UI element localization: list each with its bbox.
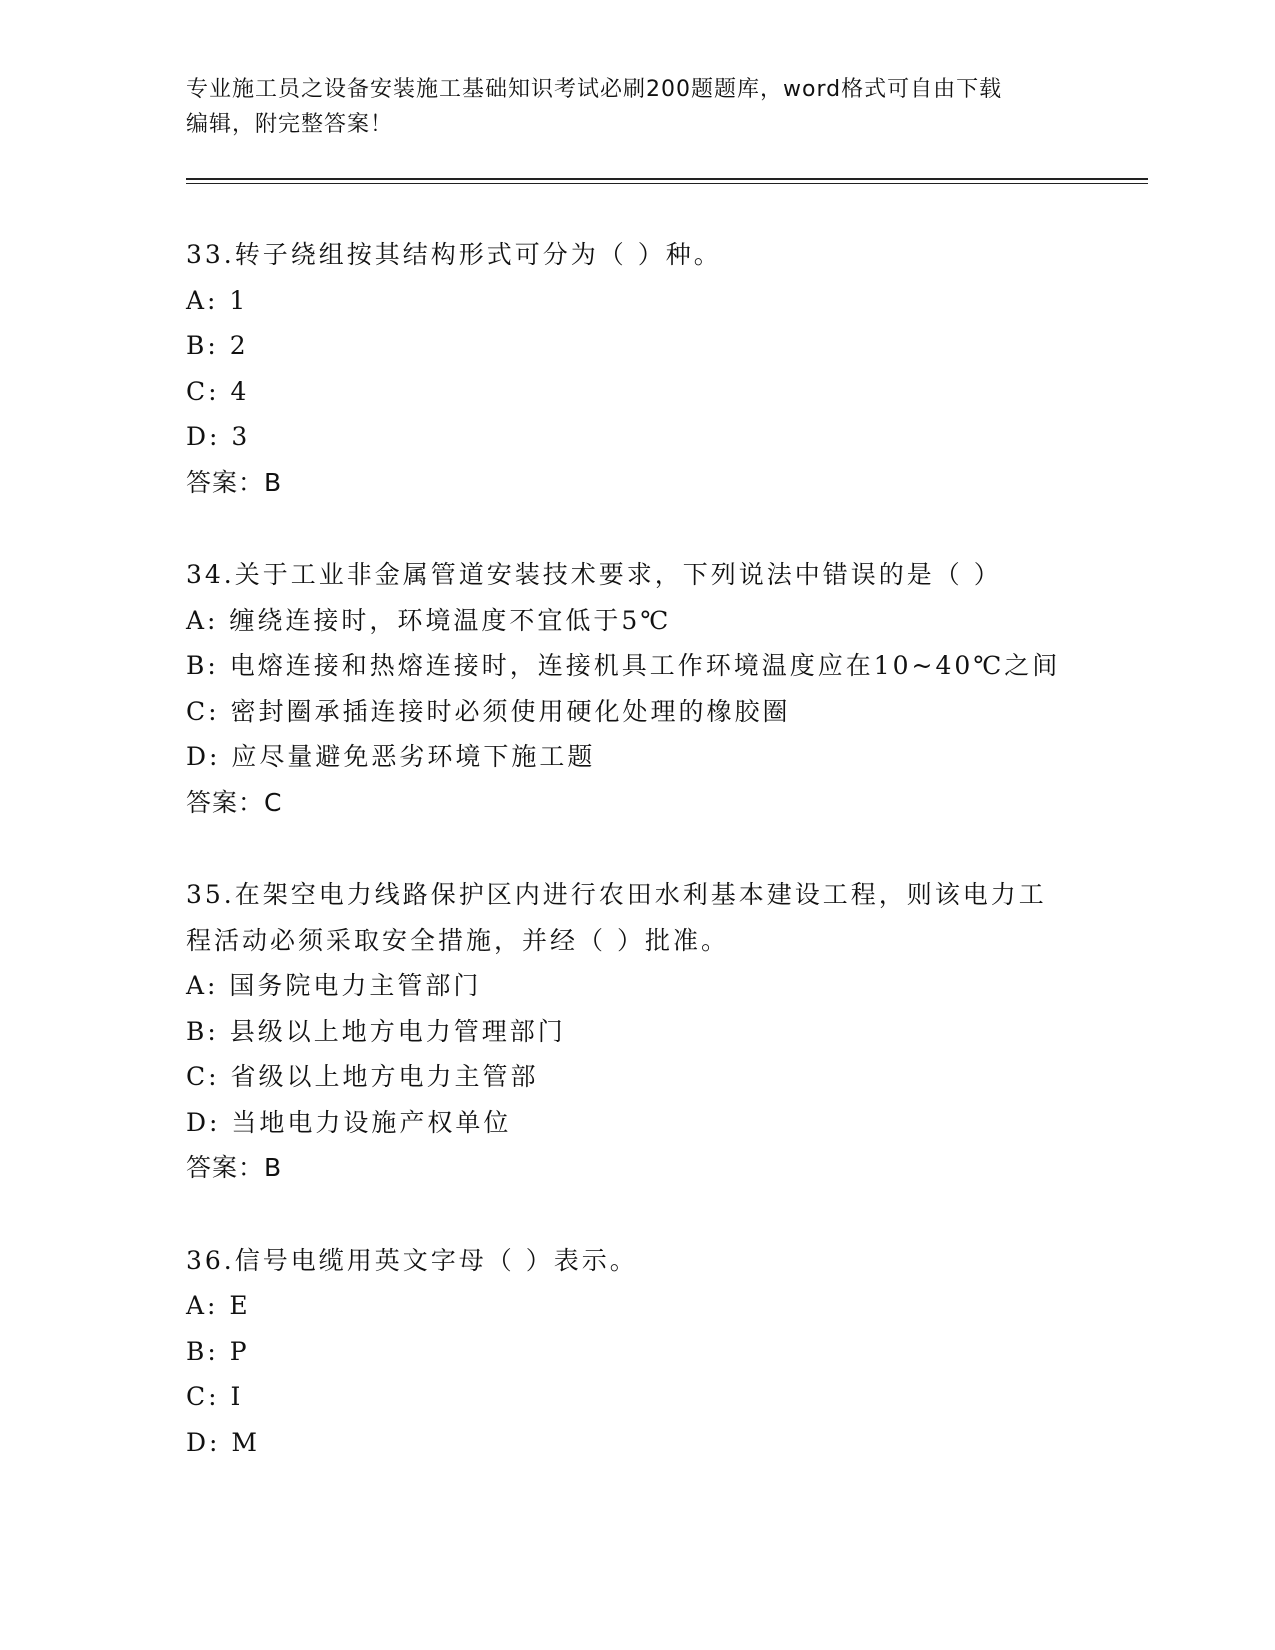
answer-line: 答案：C	[186, 787, 283, 817]
question-35	[186, 872, 1136, 1191]
answer-line: 答案：B	[186, 467, 283, 497]
header-title-line-1: 专业施工员之设备安装施工基础知识考试必刷200题题库，word格式可自由下载	[186, 77, 1003, 102]
document-header	[186, 72, 1086, 142]
question-stem: 36.信号电缆用英文字母（ ）表示。	[186, 1245, 638, 1275]
question-36	[186, 1238, 1136, 1466]
option-c: C: 密封圈承插连接时必须使用硬化处理的橡胶圈	[186, 696, 791, 726]
option-c: C: 4	[186, 376, 250, 406]
question-33	[186, 232, 1136, 505]
answer-line: 答案：B	[186, 1153, 283, 1182]
header-divider-thick	[186, 178, 1148, 180]
question-stem-line-2: 程活动必须采取安全措施，并经（ ）批准。	[186, 925, 729, 955]
option-a: A: 1	[186, 285, 249, 315]
question-34	[186, 552, 1136, 825]
option-b: B: 电熔连接和热熔连接时，连接机具工作环境温度应在10~40℃之间	[186, 651, 1061, 680]
question-list	[186, 232, 1136, 1512]
option-a: A: 国务院电力主管部门	[186, 971, 482, 1000]
option-b: B: 2	[186, 331, 249, 360]
option-b: B: 县级以上地方电力管理部门	[186, 1016, 566, 1046]
option-c: C: 省级以上地方电力主管部	[186, 1062, 539, 1091]
header-title-line-2: 编辑，附完整答案！	[186, 112, 394, 137]
option-d: D: 应尽量避免恶劣环境下施工题	[186, 742, 596, 771]
question-stem: 34.关于工业非金属管道安装技术要求，下列说法中错误的是（ ）	[186, 560, 1002, 589]
option-c: C: I	[186, 1382, 244, 1411]
option-b: B: P	[186, 1336, 250, 1366]
question-stem-line-1: 35.在架空电力线路保护区内进行农田水利基本建设工程，则该电力工	[186, 880, 1047, 909]
option-d: D: 当地电力设施产权单位	[186, 1107, 512, 1137]
option-a: A: 缠绕连接时，环境温度不宜低于5℃	[186, 605, 672, 635]
option-d: D: 3	[186, 422, 251, 451]
header-divider-thin	[186, 183, 1148, 184]
option-a: A: E	[186, 1291, 251, 1320]
question-stem: 33.转子绕组按其结构形式可分为（ ）种。	[186, 240, 722, 269]
option-d: D: M	[186, 1427, 261, 1457]
